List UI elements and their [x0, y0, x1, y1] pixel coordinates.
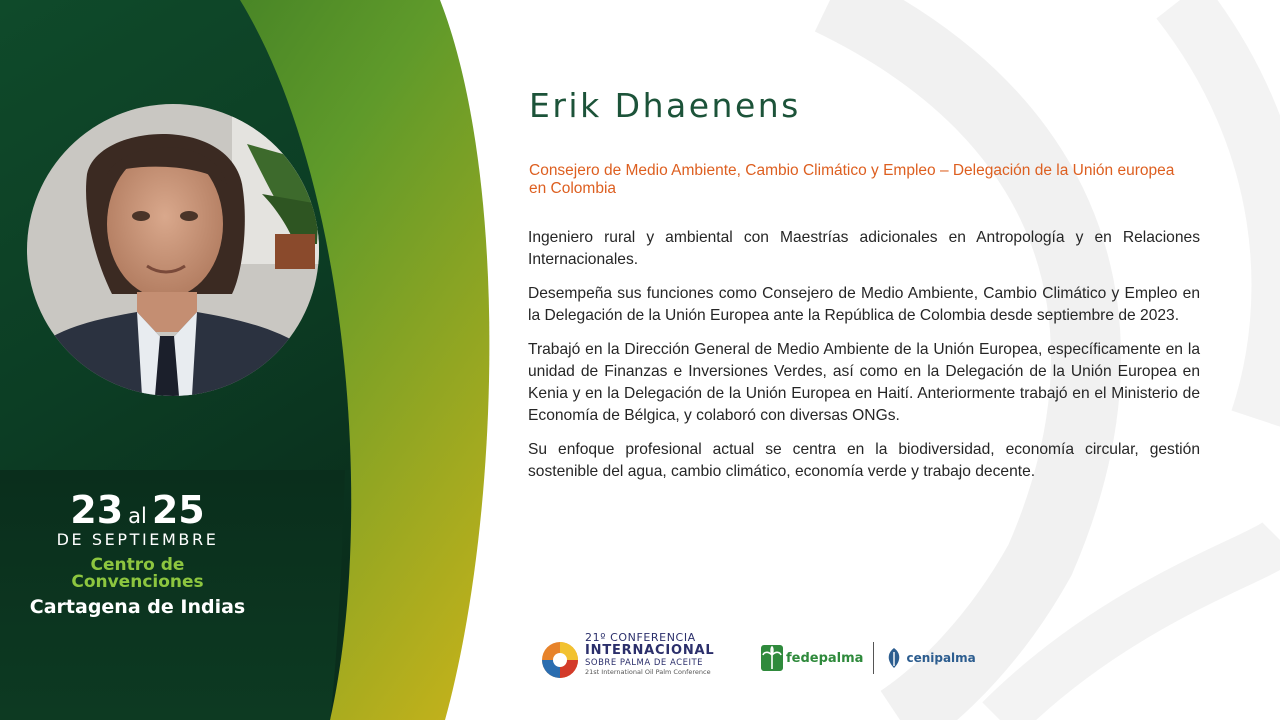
event-month: DE SEPTIEMBRE: [56, 530, 219, 549]
end-day: 25: [151, 488, 205, 532]
bio-paragraph: Trabajó en la Dirección General de Medio Ambiente de la Unión Europea, específicamente en la unidad de Finanzas e Inversiones Verdes, así como en la Delegación de la Unión Europea en Kenia y en la Delegación de la Unión Europea en Haití. Anteriormente trabajó en el Ministerio de Economía de Bélgica, y colaboró con diversas ONGs.: [528, 341, 1200, 424]
speaker-name: Erik Dhaenens: [529, 86, 801, 125]
bio-paragraph: Ingeniero rural y ambiental con Maestrías adicionales en Antropología y en Relaciones Internacionales.: [528, 229, 1200, 268]
bio-paragraph: Desempeña sus funciones como Consejero de Medio Ambiente, Cambio Climático y Empleo en la Delegación de la Unión Europea ante la República de Colombia desde septiembre de 2023.: [528, 285, 1200, 324]
speaker-bio: [528, 227, 1200, 495]
cenipalma-leaf-icon: [884, 646, 904, 670]
fedepalma-logo-text: fedepalma: [786, 650, 864, 666]
conference-line-4: 21st International Oil Palm Conference: [585, 668, 711, 676]
conference-line-1: 21º CONFERENCIA: [585, 631, 696, 644]
bio-paragraph: Su enfoque profesional actual se centra en la biodiversidad, economía circular, gestión sostenible del agua, cambio climático, economía verde y trabajo decente.: [528, 441, 1200, 480]
conference-title: [585, 632, 745, 677]
partner-logos: [760, 640, 976, 676]
conference-line-2: INTERNACIONAL: [585, 643, 715, 658]
speaker-role: Consejero de Medio Ambiente, Cambio Climático y Empleo – Delegación de la Unión europea en Colombia: [529, 162, 1175, 197]
event-date-block: [0, 488, 275, 618]
logo-divider: [873, 642, 874, 674]
palm-oil-drop-icon: [540, 640, 580, 680]
venue-city: Cartagena de Indias: [29, 596, 246, 618]
conference-logo: [540, 632, 740, 686]
start-day: 23: [70, 488, 124, 532]
cenipalma-logo-text: cenipalma: [906, 651, 976, 665]
fedepalma-palm-icon: [760, 643, 784, 673]
event-dates: [0, 488, 275, 532]
conference-line-3: SOBRE PALMA DE ACEITE: [585, 658, 704, 668]
date-connector: al: [128, 504, 147, 528]
speaker-photo: [27, 104, 319, 396]
venue-line-2: Convenciones: [71, 572, 204, 592]
venue-line-1: Centro de: [90, 555, 185, 575]
